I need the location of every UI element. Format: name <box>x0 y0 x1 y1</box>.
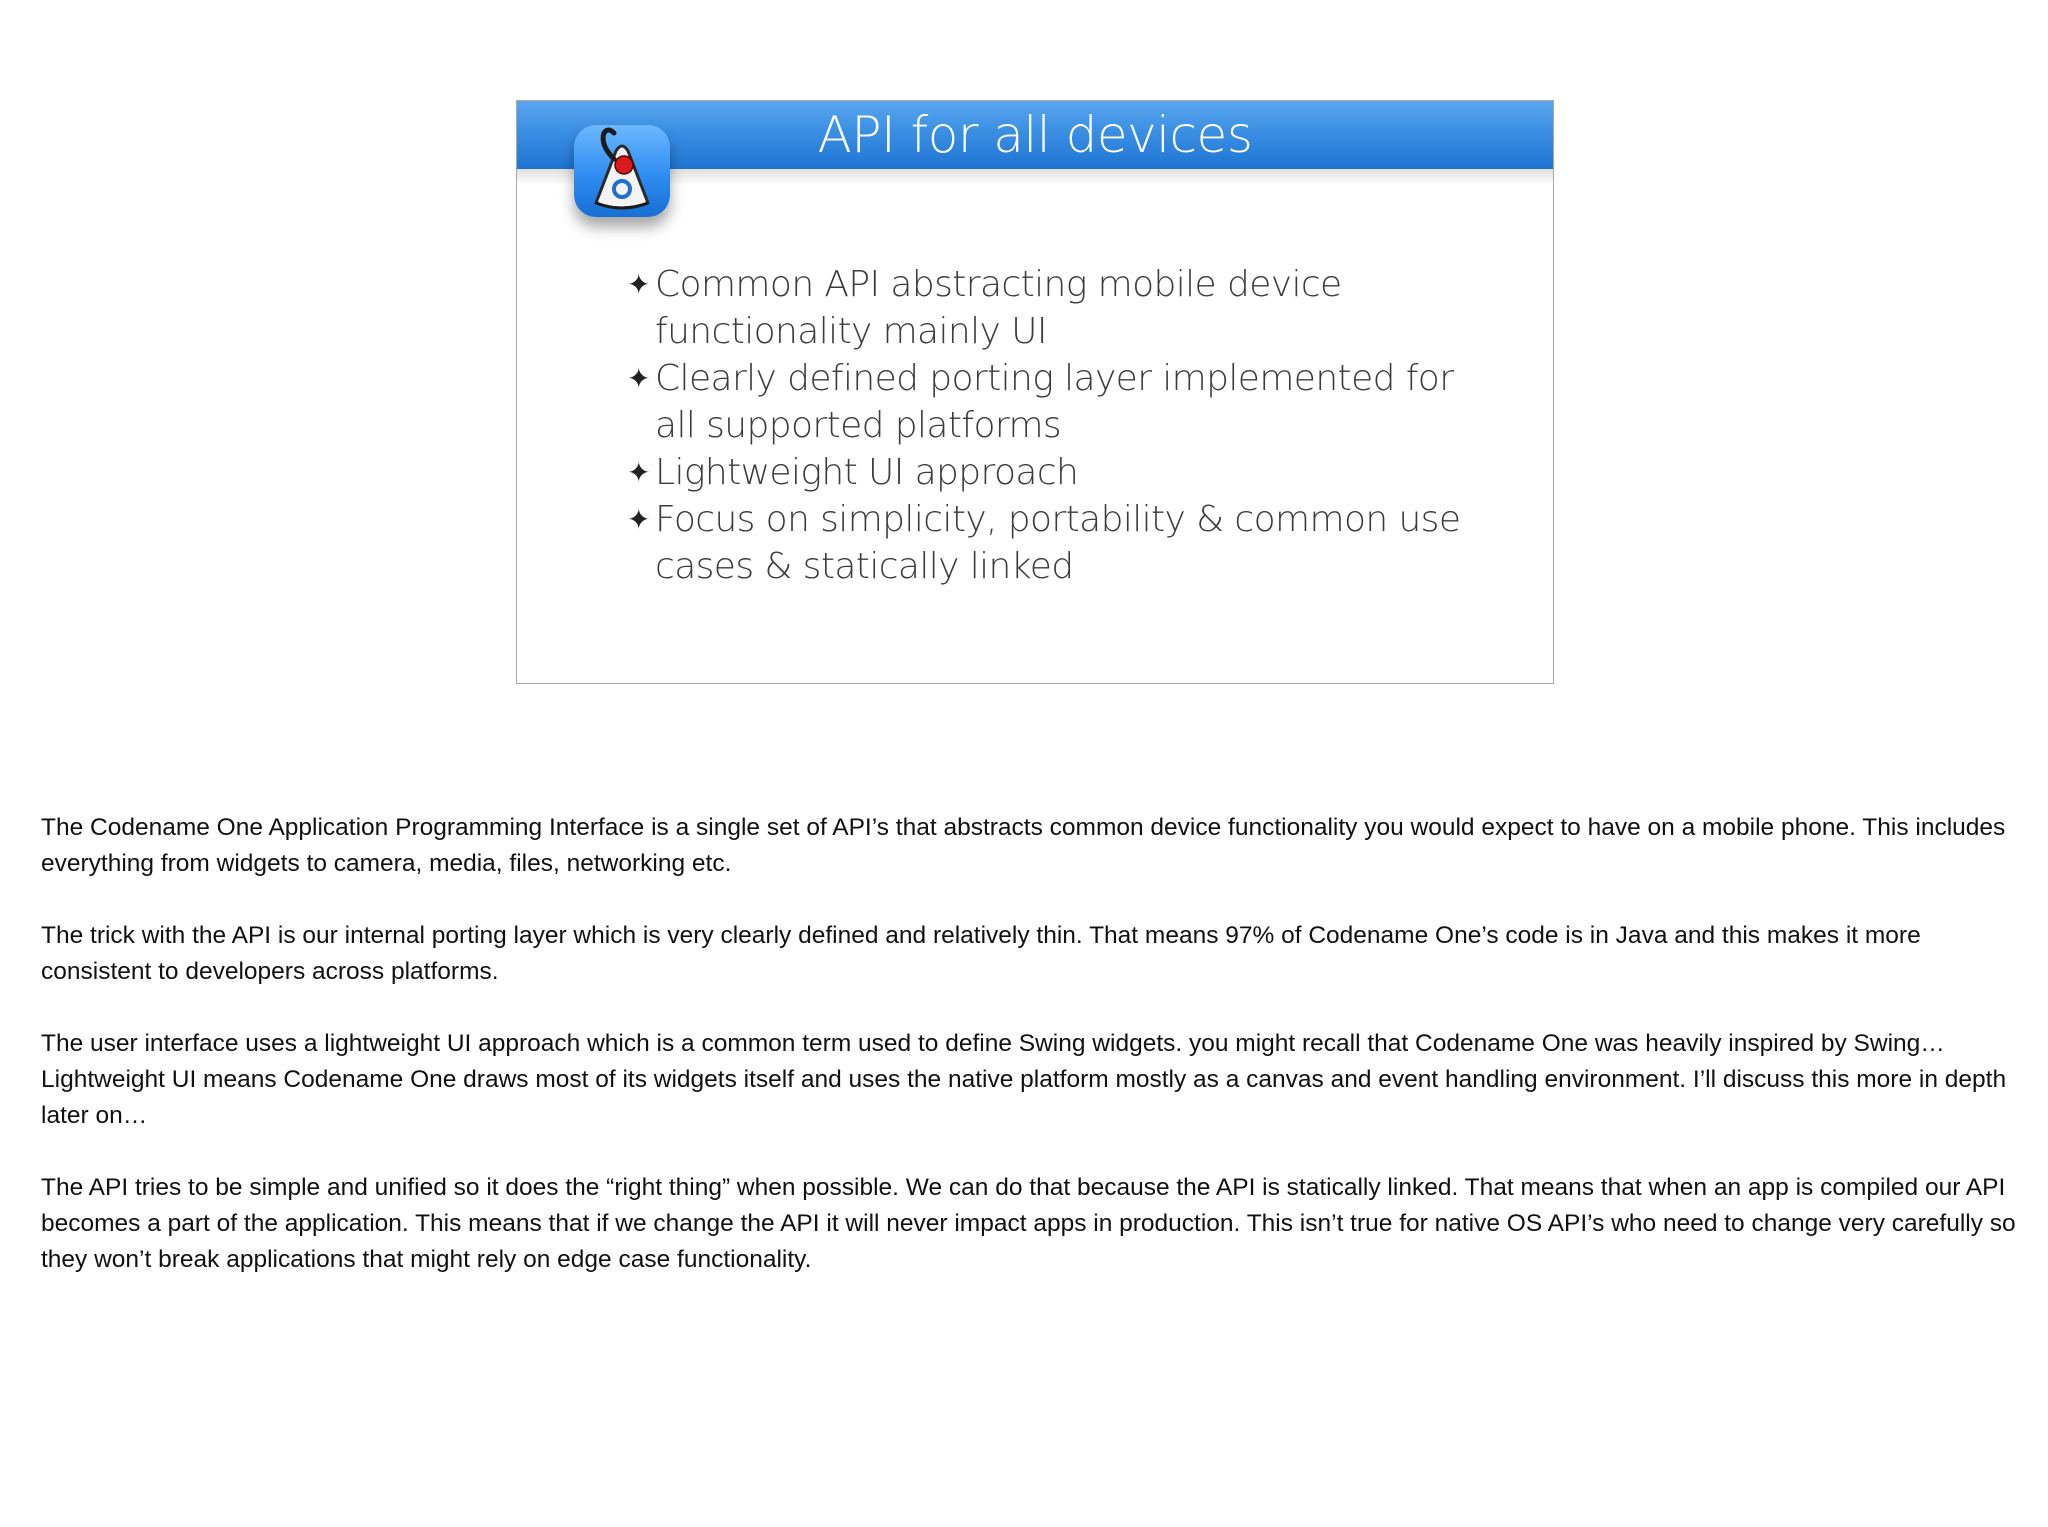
codename-one-logo-icon <box>574 125 670 217</box>
notes-paragraph: The trick with the API is our internal porting layer which is very clearly defined and relatively thin. That means 97% of Codename One’s code is in Java and this makes it more consistent to developers across platforms. <box>41 922 1921 985</box>
slide-bullet: ✦ Common API abstracting mobile device functionality mainly UI <box>627 261 1487 355</box>
star-bullet-icon: ✦ <box>627 362 650 395</box>
slide-bullet: ✦ Focus on simplicity, portability & common use cases & statically linked <box>627 496 1487 590</box>
slide-bullet: ✦ Clearly defined porting layer implemented for all supported platforms <box>627 355 1487 449</box>
notes-paragraph: The Codename One Application Programming Interface is a single set of API’s that abstracts common device functionality you would expect to have on a mobile phone. This includes everything from widgets to camera, media, files, networking etc. <box>41 814 2006 877</box>
slide-bullet: ✦ Lightweight UI approach <box>627 449 1487 496</box>
star-bullet-icon: ✦ <box>627 456 650 489</box>
slide-preview <box>516 100 1554 684</box>
slide-header-bar <box>517 101 1553 169</box>
notes-line: Lightweight UI means Codename One draws most of its widgets itself and uses the native platform mostly as a canvas and event handling environment. I’ll discuss this more in depth later on… <box>41 1066 2007 1129</box>
star-bullet-icon: ✦ <box>627 503 650 536</box>
notes-paragraph <box>41 1026 2016 1134</box>
speaker-notes <box>41 810 2016 1314</box>
notes-paragraph: The API tries to be simple and unified so it does the “right thing” when possible. We can do that because the API is statically linked. That means that when an app is compiled our API becomes a part of the application. This means that if we change the API it will never impact apps in production. This isn’t true for native OS API’s who need to change very carefully so they won’t break applications that might rely on edge case functionality. <box>41 1174 2016 1273</box>
slide-bullet-list <box>627 261 1487 590</box>
slide-title: API for all devices <box>817 106 1253 164</box>
star-bullet-icon: ✦ <box>627 268 650 301</box>
notes-line: The user interface uses a lightweight UI approach which is a common term used to define Swing widgets. you might recall that Codename One was heavily inspired by Swing… <box>41 1030 1945 1057</box>
